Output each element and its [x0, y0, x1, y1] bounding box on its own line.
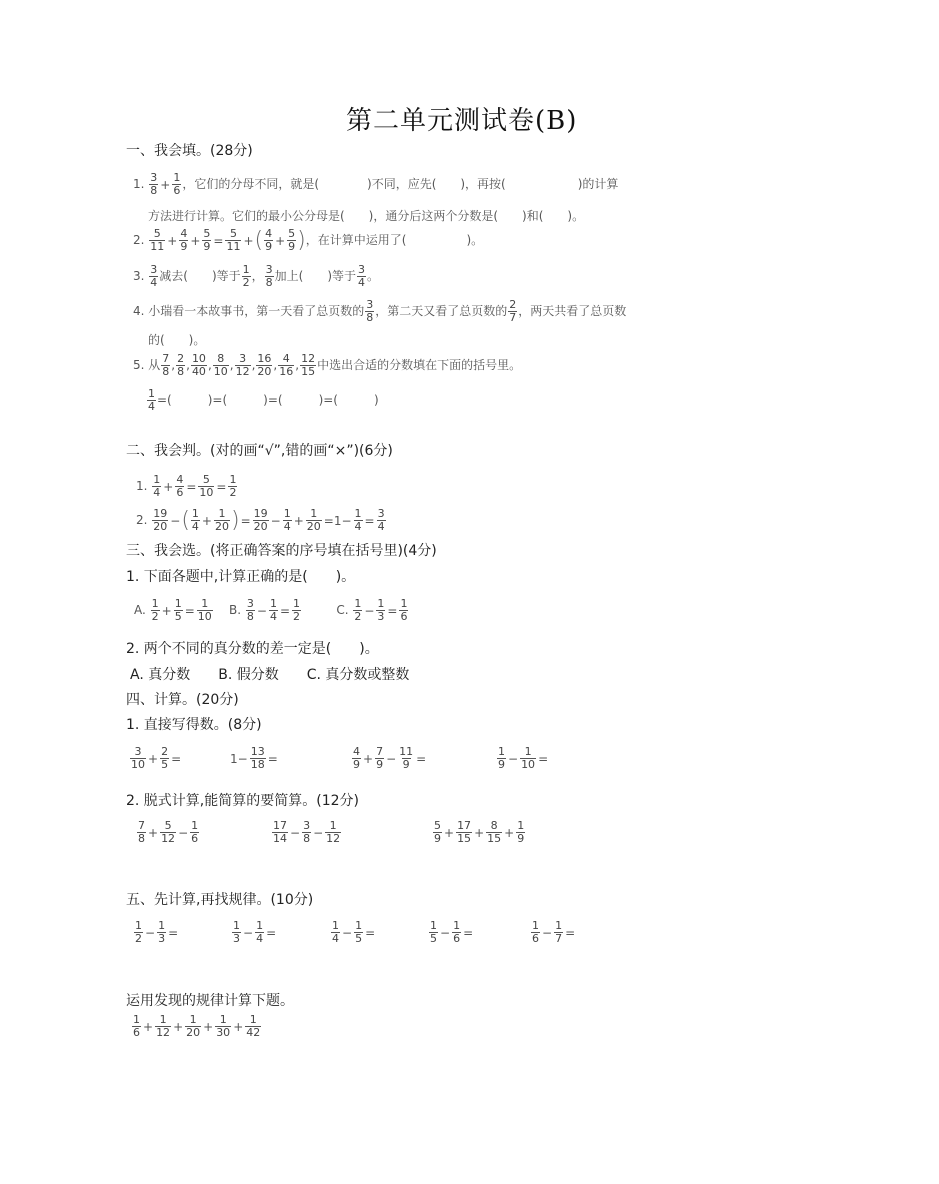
page-title: 第二单元测试卷(B) [346, 106, 578, 136]
s4-calc-1: $\frac{3}{10}$ + $\frac{2}{5}$ = [131, 745, 182, 771]
s5-calc-2: $\frac{1}{3}$ − $\frac{1}{4}$ = [233, 919, 277, 945]
s1-q1-line2: 方法进行计算。它们的最小公分母是( )，通分后这两个分数是( )和( )。 [148, 209, 585, 223]
s5-apply-expr: $\frac{1}{6}$ + $\frac{1}{12}$ + $\frac{1}{20}$ + $\frac{1}{30}$ + $\frac{1}{42}$ [133, 1013, 261, 1039]
s1-q5: 5. 从 $\frac{7}{8}$ , $\frac{2}{8}$ , $\frac{10}{40}$ , $\frac{8}{10}$ , $\frac{3}{12}$ , $\frac{16}{20}$ , $\frac{4}{16}$ , $\frac{12}{15}$ 中选出合适的分数填在下面的括号里。 [133, 352, 522, 378]
s5-apply: 运用发现的规律计算下题。 [126, 993, 294, 1009]
s1-q2: 2. $\frac{5}{11}$ + $\frac{4}{9}$ + $\frac{5}{9}$ = $\frac{5}{11}$ +( $\frac{4}{9}$ + $\frac{5}{9}$ )，在计算中运用了( )。 [133, 227, 484, 253]
s3-q1-options: A. $\frac{1}{2}$ + $\frac{1}{5}$ = $\frac{1}{10}$ B. $\frac{3}{8}$ − $\frac{1}{4}$ = $\frac{1}{2}$ C. $\frac{1}{2}$ − $\frac{1}{3}$ = $\frac{1}{6}$ [134, 597, 408, 623]
s1-q3: 3. $\frac{3}{4}$ 减去( )等于 $\frac{1}{2}$ ， $\frac{3}{8}$ 加上( )等于 $\frac{3}{4}$ 。 [133, 263, 380, 289]
s4-expr-2: $\frac{17}{14}$ − $\frac{3}{8}$ − $\frac{1}{12}$ [273, 819, 341, 845]
s1-q4: 4. 小瑞看一本故事书，第一天看了总页数的 $\frac{3}{8}$ ，第二天又看了总页数的 $\frac{2}{7}$ ，两天共看了总页数 [133, 298, 627, 324]
s3-q2-options: A. 真分数 B. 假分数 C. 真分数或整数 [130, 667, 410, 683]
section-1-title: 一、我会填。(28分) [126, 143, 253, 159]
s5-calc-4: $\frac{1}{5}$ − $\frac{1}{6}$ = [430, 919, 474, 945]
s4-calc-2: 1− $\frac{13}{18}$ = [230, 745, 278, 771]
s4-q1: 1. 直接写得数。(8分) [126, 717, 262, 733]
s1-q1: 1. $\frac{3}{8}$ + $\frac{1}{6}$ ，它们的分母不同，就是( )不同，应先( )，再按( )的计算 [133, 171, 619, 197]
s4-expr-3: $\frac{5}{9}$ + $\frac{17}{15}$ + $\frac{8}{15}$ + $\frac{1}{9}$ [434, 819, 525, 845]
s3-q1: 1. 下面各题中,计算正确的是( )。 [126, 569, 356, 585]
section-4-title: 四、计算。(20分) [126, 692, 239, 708]
s2-q2: 2. $\frac{19}{20}$ −( $\frac{1}{4}$ + $\frac{1}{20}$ )= $\frac{19}{20}$ − $\frac{1}{4}$ + $\frac{1}{20}$ =1− $\frac{1}{4}$ = $\frac{3}{4}$ [136, 507, 385, 533]
s4-calc-4: $\frac{1}{9}$ − $\frac{1}{10}$ = [498, 745, 549, 771]
s5-calc-5: $\frac{1}{6}$ − $\frac{1}{7}$ = [532, 919, 576, 945]
s5-calc-1: $\frac{1}{2}$ − $\frac{1}{3}$ = [135, 919, 179, 945]
s4-q2: 2. 脱式计算,能简算的要简算。(12分) [126, 793, 359, 809]
s3-q2: 2. 两个不同的真分数的差一定是( )。 [126, 641, 379, 657]
s4-expr-1: $\frac{7}{8}$ + $\frac{5}{12}$ − $\frac{1}{6}$ [138, 819, 199, 845]
s4-calc-3: $\frac{4}{9}$ + $\frac{7}{9}$ − $\frac{11}{9}$ = [353, 745, 427, 771]
section-3-title: 三、我会选。(将正确答案的序号填在括号里)(4分) [126, 543, 437, 559]
s1-q5-blanks: $\frac{1}{4}$ =( )=( )=( )=( ) [148, 387, 379, 413]
s5-calc-3: $\frac{1}{4}$ − $\frac{1}{5}$ = [332, 919, 376, 945]
s1-q4-line2: 的( )。 [148, 333, 206, 347]
s2-q1: 1. $\frac{1}{4}$ + $\frac{4}{6}$ = $\frac{5}{10}$ = $\frac{1}{2}$ [136, 473, 237, 499]
section-2-title: 二、我会判。(对的画“√”,错的画“×”)(6分) [126, 443, 393, 459]
section-5-title: 五、先计算,再找规律。(10分) [126, 892, 314, 908]
